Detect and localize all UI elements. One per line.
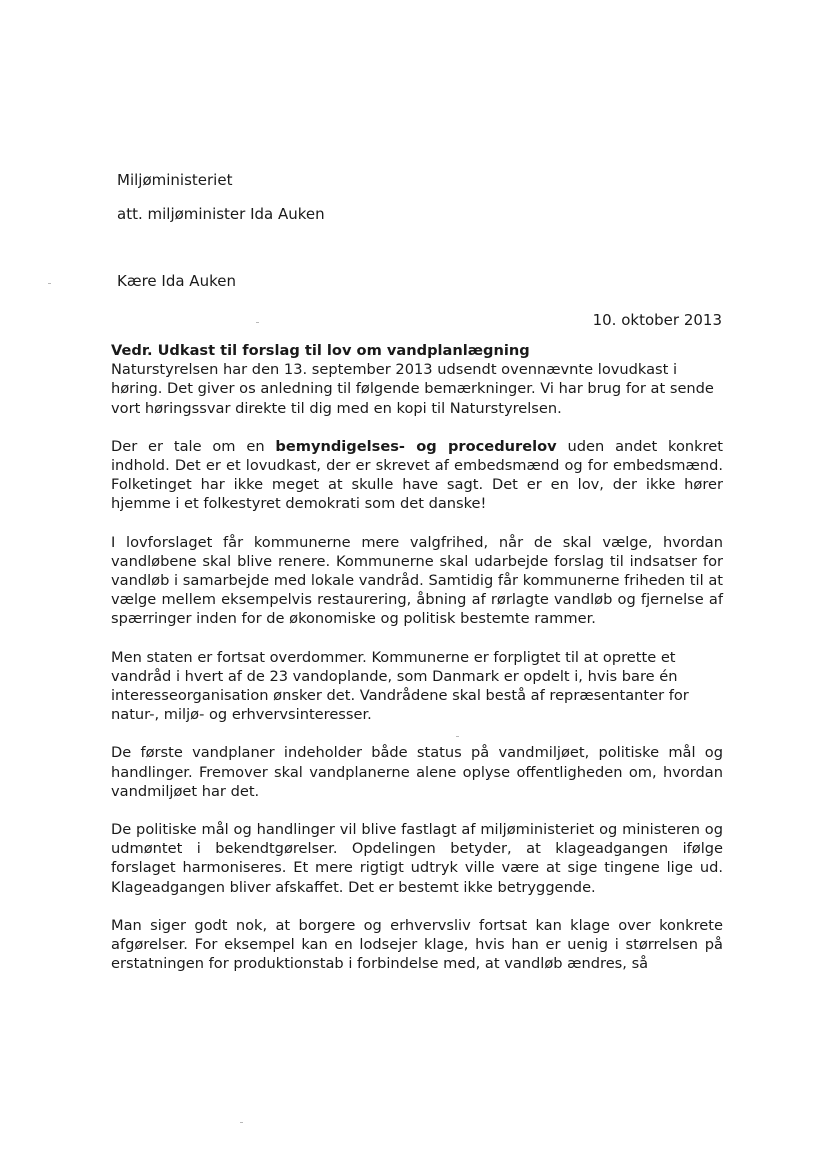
paragraph-2-rest: uden andet konkret indhold. Det er et lovudkast, der er skrevet af embedsmænd og for embedsmænd. Folketinget har ikke meget at skulle have sagt. Det er en lov, der ikke hører hjemme i et folkestyret demokrati som det danske!: [111, 437, 723, 513]
scan-speck: [48, 283, 51, 284]
scan-speck: [240, 1122, 243, 1123]
subject-line: Vedr. Udkast til forslag til lov om vandplanlægning: [111, 342, 530, 359]
letter-body: [111, 341, 723, 992]
paragraph-3: I lovforslaget får kommunerne mere valgfrihed, når de skal vælge, hvordan vandløbene skal blive renere. Kommunerne skal udarbejde forslag til indsatser for vandløb i samarbejde med lokale vandråd. Samtidig får kommunerne friheden til at vælge mellem eksempelvis restaurering, åbning af rørlagte vandløb og fjernelse af spærringer inden for de økonomiske og politisk bestemte rammer.: [111, 533, 723, 628]
paragraph-2-intro: Der er tale om en: [111, 437, 276, 455]
salutation: Kære Ida Auken: [117, 272, 236, 290]
recipient-organization: Miljøministeriet: [117, 171, 233, 189]
paragraph-7: Man siger godt nok, at borgere og erhvervsliv fortsat kan klage over konkrete afgørelser. For eksempel kan en lodsejer klage, hvis han er uenig i størrelsen på erstatningen for produktionstab i forbindelse med, at vandløb ændres, så: [111, 916, 723, 973]
paragraph-4: Men staten er fortsat overdommer. Kommunerne er forpligtet til at oprette et vandråd i hvert af de 23 vandoplande, som Danmark er opdelt i, hvis bare én interesseorganisation ønsker det. Vandrådene skal bestå af repræsentanter for natur-, miljø- og erhvervsinteresser.: [111, 648, 689, 724]
paragraph-2-emphasis: bemyndigelses- og procedurelov: [275, 437, 557, 455]
recipient-attention: att. miljøminister Ida Auken: [117, 205, 325, 223]
paragraph-2: [111, 437, 723, 514]
paragraph-5: De første vandplaner indeholder både status på vandmiljøet, politiske mål og handlinger. Fremover skal vandplanerne alene oplyse offentligheden om, hvordan vandmiljøet har det.: [111, 744, 723, 800]
scan-speck: [456, 736, 459, 737]
scan-speck: [256, 322, 259, 323]
paragraph-1: Naturstyrelsen har den 13. september 2013 udsendt ovennævnte lovudkast i høring. Det giver os anledning til følgende bemærkninger. Vi har brug for at sende vort høringssvar direkte til dig med en kopi til Naturstyrelsen.: [111, 361, 714, 417]
paragraph-6: De politiske mål og handlinger vil blive fastlagt af miljøministeriet og ministeren og udmøntet i bekendtgørelser. Opdelingen betyder, at klageadgangen ifølge forslaget harmoniseres. Et mere rigtigt udtryk ville være at sige tingene lige ud. Klageadgangen bliver afskaffet. Det er bestemt ikke betryggende.: [111, 821, 723, 896]
letter-date: 10. oktober 2013: [592, 311, 722, 329]
